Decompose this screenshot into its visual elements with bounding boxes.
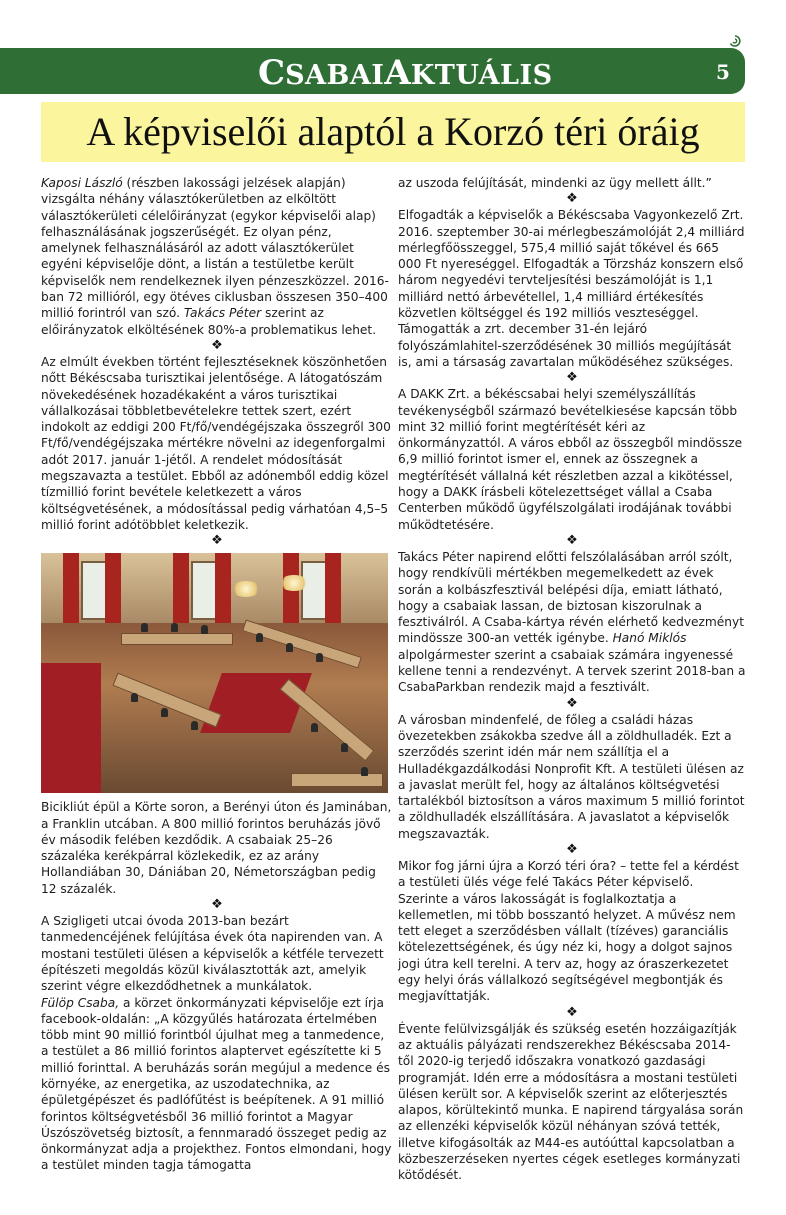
separator-ornament: ❖ [566,532,578,548]
article-paragraph: Elfogadták a képviselők a Békéscsaba Vagyonkezelő Zrt. 2016. szeptember 30-ai mérlegbeszámolóját 2,4 milliárd mérlegfőösszeggel, 575,4 millió saját tőkével és 665 000 Ft nyereséggel. Elfogadták a Törzsház konszern első három negyedévi tervteljesítési beszámolóját is 1,1 milliárd nettó árbevétellel, 1,4 milliárd értékesítés közvetlen költséggel és 192 milliós veszteséggel. Támogatták a zrt. december 31-én lejáró folyószámlahitel-szerződésének 30 milliós megújítását is, ami a társaság zavartalan működéséhez szükséges. [398,208,745,369]
separator-ornament: ❖ [566,191,578,207]
page-number: 5 [716,60,730,84]
council-meeting-photo [41,553,388,793]
right-column [398,175,746,1184]
article-paragraph: Évente felülvizsgálják és szükség esetén hozzáigazítják az aktuális pályázati rendszerekhez Békéscsaba 2014-től 2020-ig terjedő időszakra vonatkozó gazdasági programját. Idén erre a módosításra a mostani testületi ülésen került sor. A képviselők szerint az előterjesztés alapos, körültekintő munka. E napirend tárgyalása során az ellenzéki képviselők közül néhányan szóvá tették, illetve kifogásolták az M44-es autóúttal kapcsolatban a közbeszerzéseken nyertes cégek esetleges kormányzati kötődését. [398,1021,744,1183]
separator-ornament: ❖ [566,695,578,711]
separator-ornament: ❖ [566,841,578,857]
left-column [41,175,393,1174]
article-paragraph: Mikor fog járni újra a Korzó téri óra? – tette fel a kérdést a testületi ülés vége felé Takács Péter képviselő. Szerinte a város lakosságát is foglalkoztatja a kellemetlen, mi több bosszantó helyzet. A művész nem tett eleget a szerződésben vállalt (tízéves) garanciális kötelezettségének, és úgy néz ki, hogy a dolgot sajnos jogi útra kell terelni. A terv az, hogy az óraszerkezetet egy helyi órás vállalkozó segítségével megbontják és megjavíttatják. [398,858,739,1004]
article-paragraph: Kaposi László (részben lakossági jelzések alapján) vizsgálta néhány választókerületben az elköltött választókerületi célelőirányzat (egykor képviselői alap) felhasználásának jogszerűségét. Ez olyan pénz, amelynek felhasználásáról az adott választókerület egyéni képviselője dönt, a listán a testületbe került képviselők nem rendelkeznek ilyen pénzeszközzel. 2016-ban 72 millióról, egy ötéves ciklusban összesen 350–400 millió forintról van szó. Takács Péter szerint az előirányzatok elköltésének 80%-a problematikus lehet. [41,176,389,337]
masthead [0,48,786,94]
separator-ornament: ❖ [211,897,223,913]
article-paragraph: Fülöp Csaba, a körzet önkormányzati képviselője ezt írja facebook-oldalán: „A közgyűlés határozata értelmében több mint 90 millió forintból újulhat meg a tanmedence, a testület a 86 millió forintos alaptervet egészítette ki 5 millió forinttal. A beruházás során megújul a medence és környéke, az energetika, az uszodatechnika, az épületgépészet és padlófűtést is beépítenek. A 91 millió forintos költségvetésből 36 millió forintot a Magyar Úszószövetség biztosít, a fennmaradó összeget pedig az önkormányzat adja a projekthez. Fontos elmondani, hogy a testület minden tagja támogatta [41,995,392,1173]
article-paragraph: Takács Péter napirend előtti felszólalásában arról szólt, hogy rendkívüli mértékben megemelkedett az évek során a kolbászfesztivál belépési díja, emiatt látható, hogy a csabaiak lassan, de biztosan kiszorulnak a fesztiválról. A Csaba-kártya révén elérhető kedvezményt mindössze 300-an vették igénybe. Hanó Miklós alpolgármester szerint a csabaiak számára ingyenessé kellene tenni a rendezvényt. A tervek szerint 2018-ban a CsabaParkban rendezik majd a fesztivált. [398,549,746,695]
separator-ornament: ❖ [566,1004,578,1020]
article-paragraph: A DAKK Zrt. a békéscsabai helyi személyszállítás tevékenységből származó bevételkiesése kapcsán több mint 32 millió forint megtérítését kéri az önkormányzattól. A város ebből az összegből mindössze 6,9 millió forintot ismer el, ennek az összegnek a megtérítését vállalná két részletben azzal a kikötéssel, hogy a DAKK írásbeli kötelezettséget vállal a Csaba Centerben működő ügyfélszolgálati irodájának további működtetésére. [398,387,743,532]
separator-ornament: ❖ [566,370,578,386]
separator-ornament: ❖ [211,337,223,353]
masthead-title: CSABAIAKTUÁLIS [258,53,553,93]
article-paragraph: Bicikliút épül a Körte soron, a Berényi úton és Jaminában, a Franklin utcában. A 800 millió forintos beruházás jövő év második felében kezdődik. A csabaiak 25–26 százaléka kerékpárral közlekedik, ez az arány Hollandiában 30, Dániában 20, Németországban pedig 12 százalék. [41,800,392,896]
article-paragraph: A Szigligeti utcai óvoda 2013-ban bezárt tanmedencéjének felújítása évek óta napirenden van. A mostani testületi ülésen a képviselők a kétféle tervezett építészeti megoldás közül kiválasztották azt, amelyik szerint végre elkezdődhetnek a munkálatok. [41,914,384,994]
separator-ornament: ❖ [211,533,223,549]
headline: A képviselői alaptól a Korzó téri óráig [41,102,745,162]
article-paragraph: Az elmúlt években történt fejlesztéseknek köszönhetően nőtt Békéscsaba turisztikai jelentősége. A látogatószám növekedésének hozadékaként a város turisztikai vállalkozásai többletbevételekre tettek szert, ezért indokolt az eddigi 200 Ft/fő/vendégéjszaka összegről 300 Ft/fő/vendégéjszaka mértékre növelni az idegenforgalmi adót 2017. január 1-jétől. A rendelet módosítását megszavazta a testület. Ebből az adónemből eddig közel tízmillió forint bevétele keletkezett a város költségvetésének, a módosítással pedig várhatóan 4,5–5 millió forint adótöbblet keletkezik. [41,354,391,532]
swirl-logo-icon [728,34,742,48]
article-paragraph: az uszoda felújítását, mindenki az ügy mellett állt.” [398,176,712,190]
article-paragraph: A városban mindenfelé, de főleg a családi házas övezetekben zsákokba szedve áll a zöldhulladék. Ezt a szerződés szerint idén már nem szállítja el a Hulladékgazdálkodási Nonprofit Kft. A testületi ülésen az a javaslat merült fel, hogy az általános költségvetési tartalékból biztosítson a város maximum 5 millió forintot a zöldhulladék elszállítására. A javaslatot a képviselők megszavazták. [398,712,745,841]
